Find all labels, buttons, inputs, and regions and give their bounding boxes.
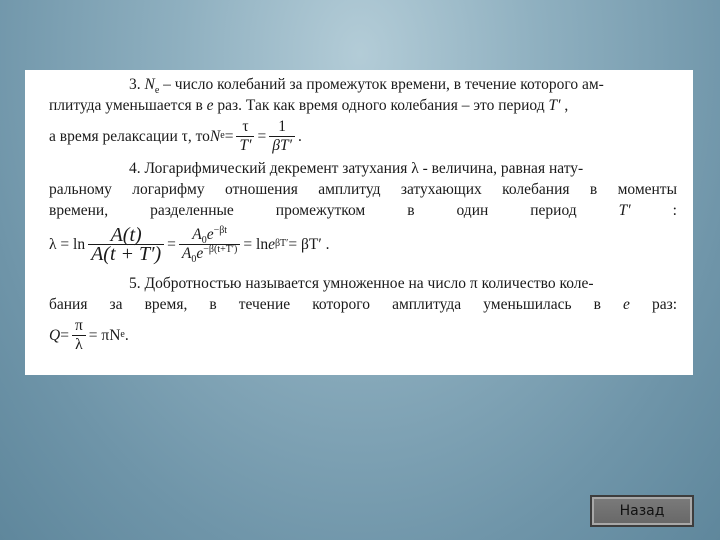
equals-sign: = [167, 235, 176, 253]
p5-word: уменьшилась [483, 296, 572, 313]
p4-word-T-prime: T′ [618, 202, 631, 219]
p5-word: в [593, 296, 601, 313]
fraction-denominator-text: A(t + T′) [91, 242, 162, 265]
item-number-3: 3. [129, 76, 141, 93]
fraction-denominator-text: T′ [239, 136, 252, 154]
fraction-amplitude-ratio [88, 223, 164, 265]
p4-line-2: ральному логарифму отношения амплитуд затухающих колебания в моменты [49, 181, 677, 198]
symbol-A-sub: 0 [191, 253, 197, 265]
back-button-label: Назад [619, 503, 665, 519]
fraction-denominator: λ [72, 335, 86, 354]
symbol-e: e [206, 97, 214, 114]
p3-text-2a: плитуда уменьшается в [49, 97, 207, 114]
equals-sign: = [257, 127, 267, 145]
symbol-T-prime: T′ [548, 97, 561, 114]
fraction-denominator [269, 136, 295, 155]
p5-word: в [209, 296, 217, 313]
formula-end: . [124, 326, 129, 344]
fraction-pi-over-lambda [72, 317, 86, 354]
fraction-numerator [108, 223, 145, 246]
p5-word: время, [144, 296, 188, 313]
p4-line-1: 4. Логарифмический декремент затухания λ - величина, равная нату- [129, 160, 584, 177]
p4-word-colon: : [672, 202, 677, 219]
p3-text-2b: раз. Так как время одного колебания – это период [213, 97, 549, 114]
p4-word: промежутком [275, 202, 366, 219]
symbol-Ne-sub: e [154, 85, 160, 97]
fraction-denominator-text: βT′ [272, 136, 292, 154]
fraction-numerator-text: A(t) [110, 223, 142, 246]
symbol-e: e [268, 235, 275, 253]
fraction-1-over-betaT [269, 118, 295, 155]
p4-word: времени, [49, 202, 109, 219]
p5-word: за [109, 296, 123, 313]
paragraph-3-formula: а время релаксации τ, то N e = $\frac{\tau}{T'}$ = $\frac{1}{\beta T'}$ . [49, 117, 302, 154]
fraction-tau-over-T [236, 118, 254, 155]
symbol-e: e [206, 225, 214, 243]
p5-word: течение [238, 296, 291, 313]
paragraph-5-formula: Q = $\frac{\pi}{\lambda}$ = πN e . [49, 316, 129, 353]
p4-word: один [456, 202, 489, 219]
symbol-A: A [192, 225, 202, 243]
p5-word: бания [49, 296, 88, 313]
paragraph-3 [49, 74, 677, 95]
fraction-numerator: π [74, 316, 83, 334]
equals-sign: = [224, 127, 234, 145]
fraction-exponential-ratio [179, 226, 240, 263]
fraction-numerator: 1 [278, 117, 286, 135]
content-panel [25, 70, 693, 375]
formula-Ne: N [209, 127, 221, 145]
symbol-A-sub: 0 [201, 234, 207, 246]
fraction-numerator [189, 226, 230, 244]
p3-text-2c: , [560, 97, 569, 114]
paragraph-3-line-2 [49, 95, 677, 116]
equals-sign: = [60, 326, 69, 344]
p4-word: в [407, 202, 415, 219]
symbol-e: e [196, 244, 204, 262]
formula-rhs: = πN [88, 326, 121, 344]
p5-word: которого [312, 296, 371, 313]
fraction-denominator [236, 136, 254, 155]
p5-word: амплитуда [392, 296, 462, 313]
formula-result: = βT′ . [288, 235, 330, 253]
p5-line-1: 5. Добротностью называется умноженное на число π количество коле- [129, 275, 594, 292]
p3-text-1: – число колебаний за промежуток времени, в течение которого ам- [159, 76, 604, 93]
symbol-A: A [181, 244, 192, 262]
symbol-Ne: N [144, 76, 155, 93]
formula-ln: = ln [243, 235, 269, 253]
back-button[interactable] [590, 495, 694, 527]
paragraph-5-line-2 [49, 294, 677, 315]
fraction-denominator [179, 244, 240, 263]
p5-word: раз: [651, 296, 677, 313]
paragraph-4-line-3 [49, 200, 677, 221]
symbol-Q: Q [49, 326, 61, 344]
paragraph-4-line-2 [49, 179, 677, 200]
paragraph-5 [49, 273, 677, 294]
formula-end: . [297, 127, 302, 145]
exponent: −βt [213, 224, 228, 236]
p4-word: период [530, 202, 577, 219]
p4-word: разделенные [150, 202, 234, 219]
p5-word-e: e [623, 296, 630, 313]
fraction-denominator [88, 244, 164, 263]
fraction-numerator: τ [242, 117, 249, 135]
paragraph-4-formula: λ = ln $\frac{A(t)}{A(t + T')}$ = $\frac{A_0e^{-\beta t}}{A_0e^{-\beta(t+T')}}$ = ln e βT′ = βT′ . [49, 223, 330, 265]
formula-lambda-ln: λ = ln [49, 235, 86, 253]
exponent: −β(t+T′) [203, 243, 238, 255]
paragraph-4 [49, 158, 677, 179]
p3-text-3: а время релаксации τ, то [49, 127, 210, 145]
